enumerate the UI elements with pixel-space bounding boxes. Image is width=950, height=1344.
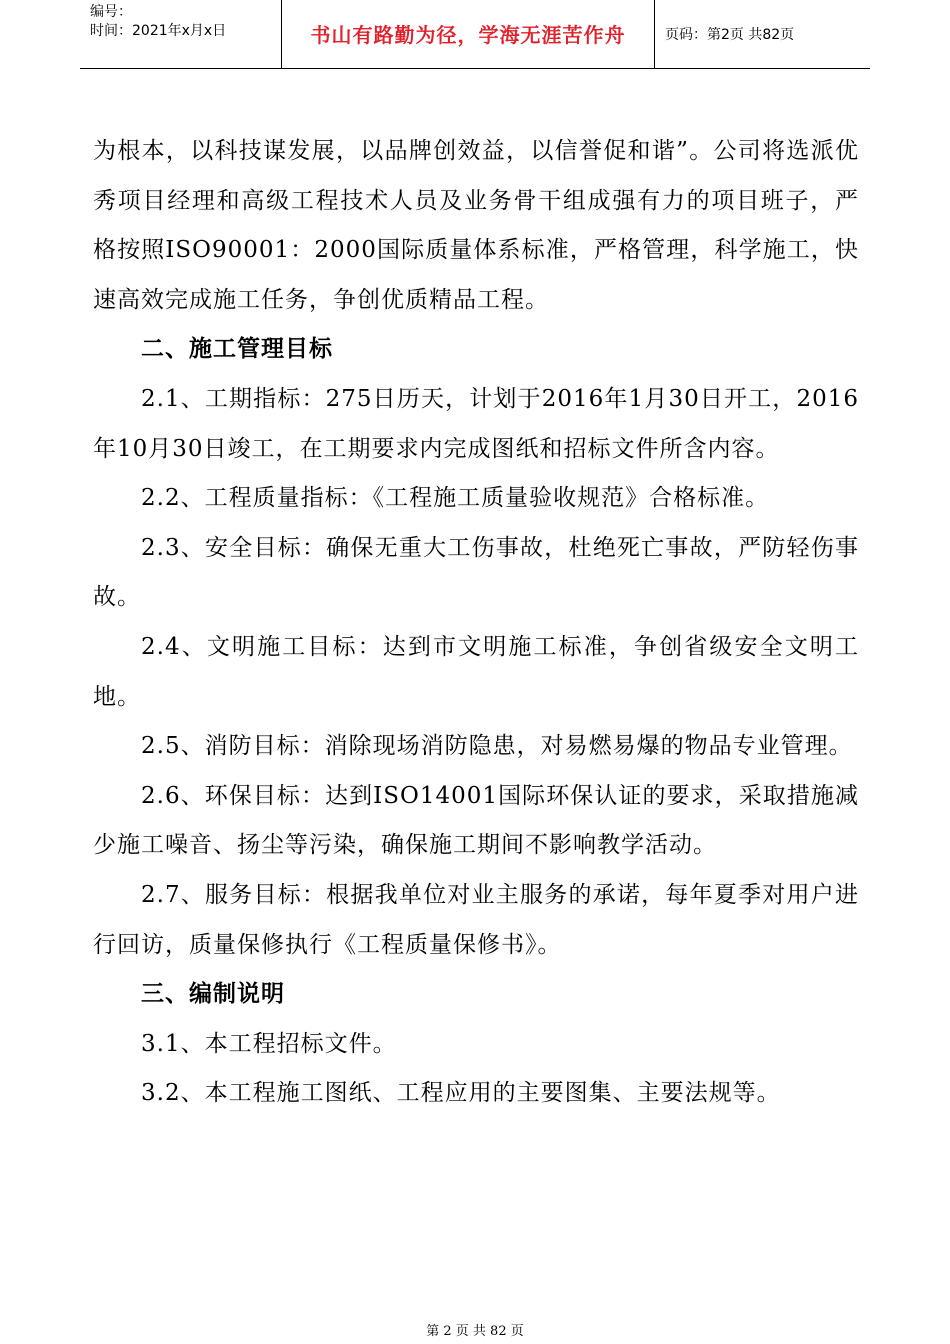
paragraph-2-1-schedule: 2.1、工期指标：275日历天，计划于2016年1月30日开工，2016年10月30日竣工，在工期要求内完成图纸和招标文件所含内容。 xyxy=(93,385,859,462)
section-heading-management-goals: 二、施工管理目标 xyxy=(141,336,333,363)
page-header xyxy=(80,0,870,69)
header-motto: 书山有路勤为径，学海无涯苦作舟 xyxy=(310,23,626,47)
paragraph-3-2-drawings: 3.2、本工程施工图纸、工程应用的主要图集、主要法规等。 xyxy=(141,1080,781,1107)
paragraph-2-5-fire: 2.5、消防目标：消除现场消防隐患，对易燃易爆的物品专业管理。 xyxy=(141,733,853,760)
paragraph-2-7-service: 2.7、服务目标：根据我单位对业主服务的承诺，每年夏季对用户进行回访，质量保修执行《工程质量保修书》。 xyxy=(93,881,859,958)
paragraph-continuation: 为根本，以科技谋发展，以品牌创效益，以信誉促和谐”。公司将选派优秀项目经理和高级工程技术人员及业务骨干组成强有力的项目班子，严格按照ISO90001：2000国际质量体系标准，严格管理，科学施工，快速高效完成施工任务，争创优质精品工程。 xyxy=(93,138,859,313)
paragraph-2-4-civilized: 2.4、文明施工目标：达到市文明施工标准，争创省级安全文明工地。 xyxy=(93,633,859,710)
header-page-info: 页码：第2页 共82页 xyxy=(665,27,795,43)
paragraph-2-2-quality: 2.2、工程质量指标：《工程施工质量验收规范》合格标准。 xyxy=(141,485,770,512)
paragraph-3-1-tender: 3.1、本工程招标文件。 xyxy=(141,1030,397,1057)
header-meta xyxy=(90,3,226,41)
paragraph-2-6-environment: 2.6、环保目标：达到ISO14001国际环保认证的要求，采取措施减少施工噪音、扬尘等污染，确保施工期间不影响教学活动。 xyxy=(93,782,859,859)
header-number-label: 编号： xyxy=(90,4,132,20)
paragraph-2-3-safety: 2.3、安全目标：确保无重大工伤事故，杜绝死亡事故，严防轻伤事故。 xyxy=(93,534,859,611)
page-footer: 第 2 页 共 82 页 xyxy=(426,1324,524,1339)
header-divider-right xyxy=(654,0,655,68)
header-time-label: 时间：2021年x月x日 xyxy=(90,23,227,39)
section-heading-compilation: 三、编制说明 xyxy=(141,981,285,1008)
document-body xyxy=(93,127,859,1119)
